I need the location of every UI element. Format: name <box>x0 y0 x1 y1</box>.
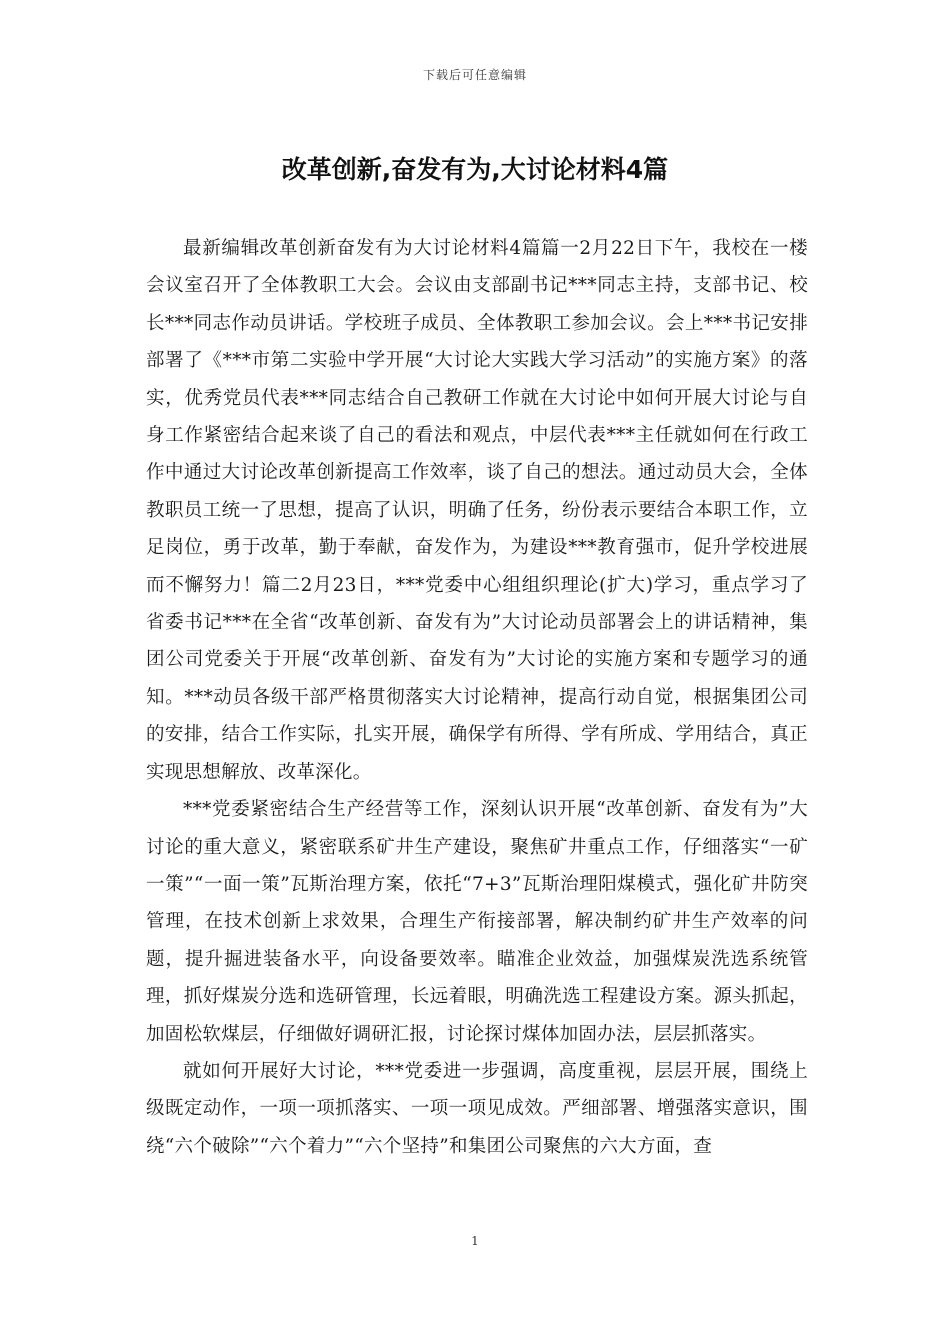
paragraph: 最新编辑改革创新奋发有为大讨论材料4篇篇一2月22日下午，我校在一楼会议室召开了全体教职工大会。会议由支部副书记***同志主持，支部书记、校长***同志作动员讲话。学校班子成员、全体教职工参加会议。会上***书记安排部署了《***市第二实验中学开展“大讨论大实践大学习活动”的实施方案》的落实，优秀党员代表***同志结合自己教研工作就在大讨论中如何开展大讨论与自身工作紧密结合起来谈了自己的看法和观点，中层代表***主任就如何在行政工作中通过大讨论改革创新提高工作效率，谈了自己的想法。通过动员大会，全体教职员工统一了思想，提高了认识，明确了任务，纷份表示要结合本职工作，立足岗位，勇于改革，勤于奉献，奋发作为，为建设***教育强市，促升学校进展而不懈努力！篇二2月23日，***党委中心组组织理论(扩大)学习，重点学习了省委书记***在全省“改革创新、奋发有为”大讨论动员部署会上的讲话精神，集团公司党委关于开展“改革创新、奋发有为”大讨论的实施方案和专题学习的通知。***动员各级干部严格贯彻落实大讨论精神，提高行动自觉，根据集团公司的安排，结合工作实际，扎实开展，确保学有所得、学有所成、学用结合，真正实现思想解放、改革深化。 <box>146 238 808 783</box>
document-title: 改革创新,奋发有为,大讨论材料4篇 <box>281 155 669 184</box>
page-number: 1 <box>471 1234 479 1248</box>
header-note: 下载后可任意编辑 <box>422 68 527 82</box>
document-body <box>146 230 808 1165</box>
paragraph: 就如何开展好大讨论，***党委进一步强调，高度重视，层层开展，围绕上级既定动作，一项一项抓落实、一项一项见成效。严细部署、增强落实意识，围绕“六个破除”“六个着力”“六个坚持”和集团公司聚焦的六大方面，查 <box>146 1060 808 1157</box>
paragraph: ***党委紧密结合生产经营等工作，深刻认识开展“改革创新、奋发有为”大讨论的重大意义，紧密联系矿井生产建设，聚焦矿井重点工作，仔细落实“一矿一策”“一面一策”瓦斯治理方案，依托“7+3”瓦斯治理阳煤模式，强化矿井防突管理，在技术创新上求效果，合理生产衔接部署，解决制约矿井生产效率的问题，提升掘进装备水平，向设备要效率。瞄准企业效益，加强煤炭洗选系统管理，抓好煤炭分选和选研管理，长远着眼，明确洗选工程建设方案。源头抓起，加固松软煤层，仔细做好调研汇报，讨论探讨煤体加固办法，层层抓落实。 <box>146 799 808 1045</box>
